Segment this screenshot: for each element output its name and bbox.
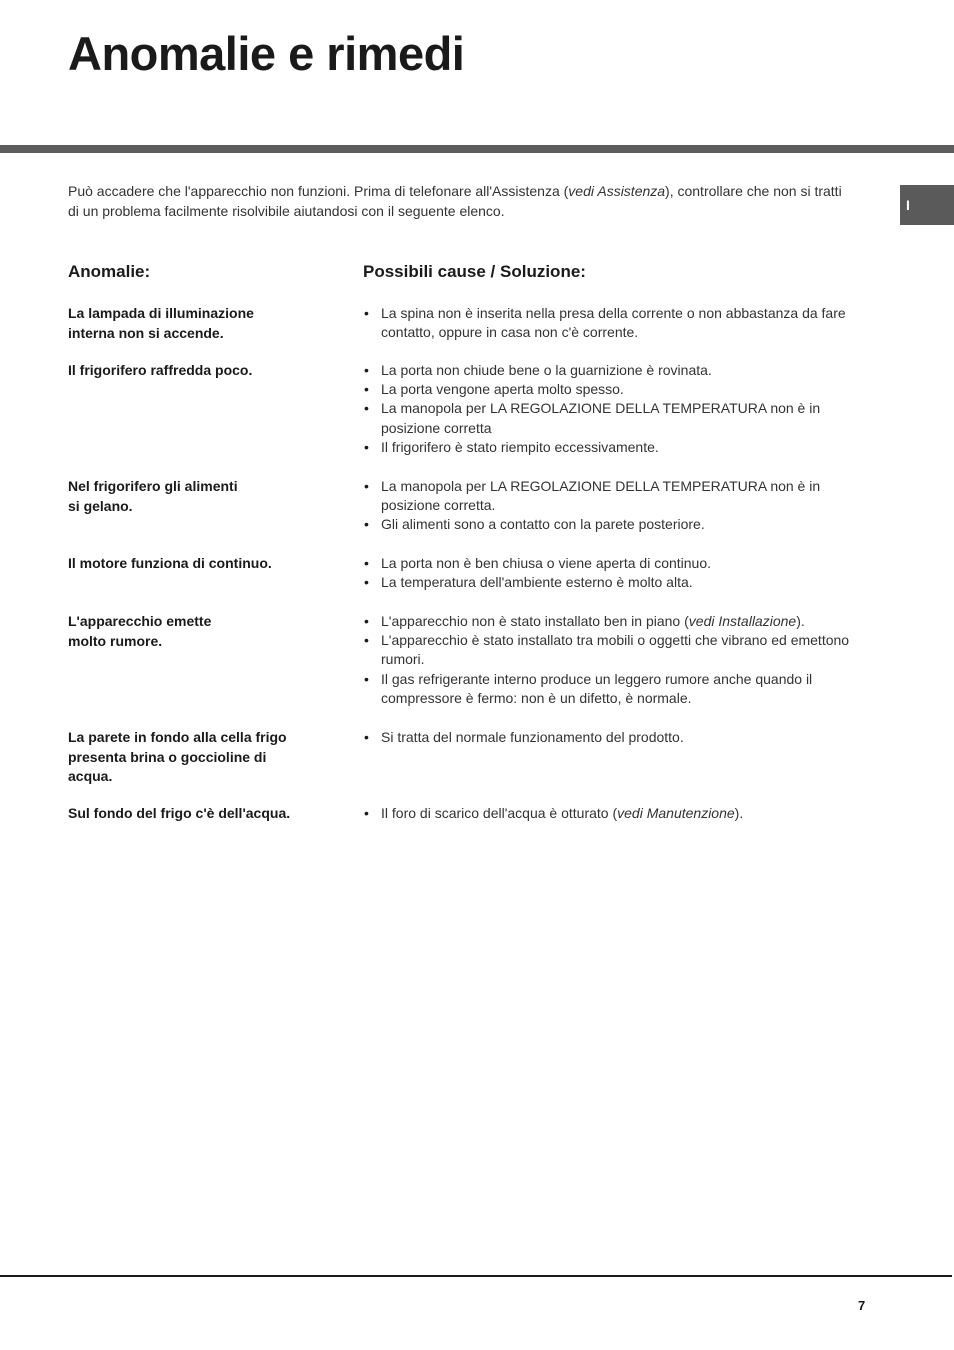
page-number: 7 — [858, 1298, 866, 1313]
cause-text: ). — [796, 613, 805, 629]
problem-water-bottom — [68, 804, 338, 824]
problem-line: interna non si accende. — [68, 324, 224, 341]
footer-divider — [0, 1275, 952, 1277]
causes-list-noise — [363, 612, 863, 708]
assistance-reference: vedi Assistenza — [568, 183, 666, 199]
intro-paragraph — [68, 181, 848, 221]
problem-noise — [68, 612, 338, 651]
maintenance-reference: vedi Manutenzione — [617, 805, 735, 821]
causes-list-lamp — [363, 304, 863, 342]
cause-item: • La spina non è inserita nella presa della corrente o non abbastanza da fare contatto, oppure in casa non c'è corrente. — [363, 304, 863, 342]
causes-list-water-bottom — [363, 804, 863, 823]
causes-list-motor-continuous — [363, 554, 863, 592]
cause-text: Il foro di scarico dell'acqua è otturato ( — [381, 805, 618, 821]
cause-item: • La manopola per LA REGOLAZIONE DELLA TEMPERATURA non è in posizione corretta — [363, 399, 863, 437]
cause-item: • La porta non chiude bene o la guarnizione è rovinata. — [363, 361, 863, 380]
problem-line: La parete in fondo alla cella frigo — [68, 729, 287, 745]
problem-cooling-low — [68, 361, 338, 381]
causes-list-frost — [363, 728, 863, 747]
header-divider — [0, 145, 954, 153]
cause-item: • Si tratta del normale funzionamento del prodotto. — [363, 728, 863, 747]
cause-text: ). — [734, 805, 744, 821]
problem-line: La lampada di illuminazione — [68, 305, 254, 321]
problem-line: molto rumore. — [68, 632, 163, 649]
problem-line: Nel frigorifero gli alimenti — [68, 478, 238, 494]
cause-item — [363, 612, 863, 631]
causes-list-food-freezing — [363, 477, 863, 535]
problem-line: Il frigorifero raffredda poco. — [68, 362, 253, 378]
problem-frost — [68, 728, 338, 787]
intro-text-end: ), controllare che non si tratti di un problema facilmente risolvibile aiutandosi con il seguente elenco. — [68, 183, 842, 219]
page-title: Anomalie e rimedi — [68, 27, 465, 80]
problem-line: acqua. — [68, 768, 113, 784]
problem-line: si gelano. — [68, 497, 133, 514]
language-tab: I — [900, 185, 954, 225]
problem-motor-continuous — [68, 554, 338, 574]
cause-text: L'apparecchio non è stato installato ben in piano ( — [381, 613, 689, 629]
cause-item: • La porta vengone aperta molto spesso. — [363, 380, 863, 399]
cause-item: • Gli alimenti sono a contatto con la parete posteriore. — [363, 515, 863, 534]
intro-text-start: Può accadere che l'apparecchio non funzioni. Prima di telefonare all'Assistenza ( — [68, 183, 569, 199]
cause-item: • L'apparecchio è stato installato tra mobili o oggetti che vibrano ed emettono rumori. — [363, 631, 863, 669]
causes-list-cooling-low — [363, 361, 863, 457]
problem-line: presenta brina o goccioline di — [68, 748, 267, 765]
cause-item: • La manopola per LA REGOLAZIONE DELLA TEMPERATURA non è in posizione corretta. — [363, 477, 863, 515]
cause-item — [363, 804, 863, 823]
cause-item: • Il gas refrigerante interno produce un leggero rumore anche quando il compressore è fermo: non è un difetto, è normale. — [363, 670, 863, 708]
cause-item: • La temperatura dell'ambiente esterno è molto alta. — [363, 573, 863, 592]
problem-line: Il motore funziona di continuo. — [68, 555, 272, 571]
installation-reference: vedi Installazione — [688, 613, 797, 629]
cause-item: • La porta non è ben chiusa o viene aperta di continuo. — [363, 554, 863, 573]
problem-line: Sul fondo del frigo c'è dell'acqua. — [68, 805, 291, 821]
problem-lamp — [68, 304, 338, 343]
problem-food-freezing — [68, 477, 338, 516]
causes-header: Possibili cause / Soluzione: — [363, 262, 586, 281]
cause-item: • Il frigorifero è stato riempito eccessivamente. — [363, 438, 863, 457]
problem-line: L'apparecchio emette — [68, 613, 212, 629]
anomalies-header: Anomalie: — [68, 262, 151, 281]
